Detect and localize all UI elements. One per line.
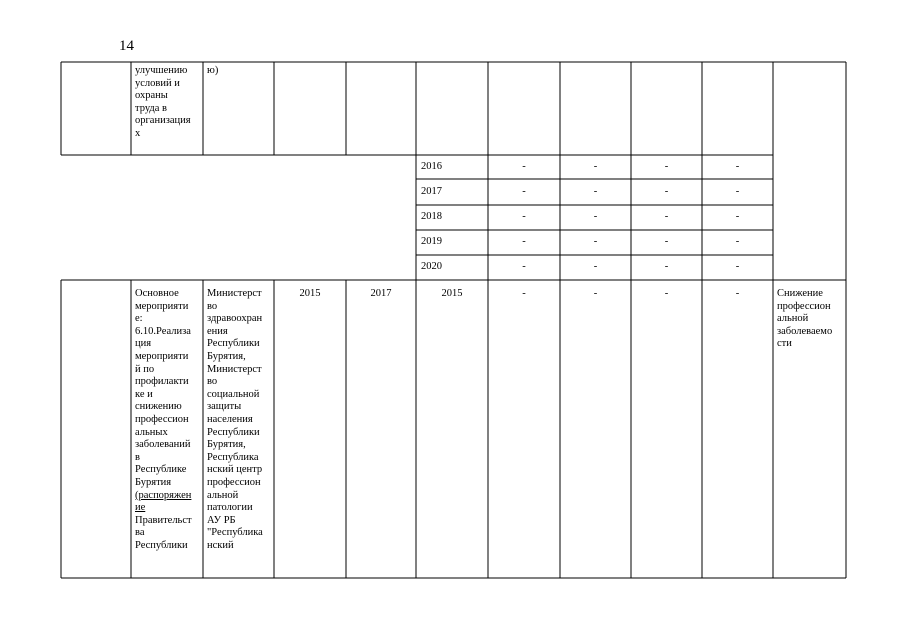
- main-event-text: Основное мероприяти е: 6.10.Реализа ция мероприяти й по профилакти ке и снижению профессион альных заболеваний в Республике Бурятия (распоряжен ие Правительст ва Республики: [135, 288, 192, 551]
- decree-link[interactable]: ие: [135, 502, 146, 514]
- top-row-event-text: улучшению условий и охраны труда в организация х: [135, 65, 191, 139]
- main-value: -: [664, 288, 669, 299]
- main-year: 2015: [441, 288, 463, 299]
- main-result-text: Снижение профессион альной заболеваемо сти: [777, 288, 833, 350]
- main-value: -: [735, 288, 740, 299]
- top-row-executor-text: ю): [207, 65, 219, 76]
- decree-link[interactable]: (распоряжен: [135, 489, 192, 501]
- main-value: -: [593, 288, 598, 299]
- page-number: 14: [119, 38, 134, 54]
- main-value: -: [522, 288, 526, 299]
- main-end-year: 2017: [370, 288, 392, 299]
- main-executor-text: Министерст во здравоохран ения Республики Бурятия, Министерст во социальной защиты населения Республики Бурятия, Республика нский центр профессион альной патологии АУ РБ "Республика нский: [207, 288, 263, 551]
- main-start-year: 2015: [299, 288, 321, 299]
